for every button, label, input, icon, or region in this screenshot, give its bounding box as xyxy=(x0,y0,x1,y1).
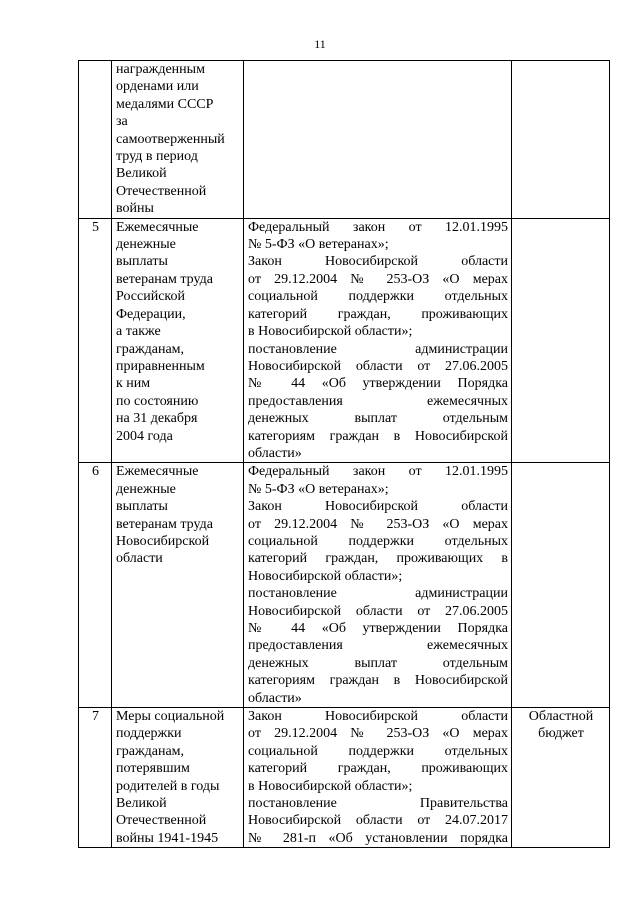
funding-source xyxy=(512,708,610,848)
legal-basis xyxy=(244,463,512,708)
table-row xyxy=(79,708,610,848)
legal-basis-line: категориям граждан в Новосибирской xyxy=(248,428,508,444)
benefit-name-line: Новосибирской xyxy=(116,533,210,549)
benefit-name-line: за xyxy=(116,114,128,130)
benefit-name-line: Ежемесячные xyxy=(116,219,199,235)
legal-basis-line: Закон Новосибирской области xyxy=(248,499,508,515)
table-row xyxy=(79,463,610,708)
legal-basis-line: № 281-п «Об установлении порядка xyxy=(248,830,508,846)
benefit-name-line: Великой xyxy=(116,166,167,182)
legal-basis-line: предоставления ежемесячных xyxy=(248,393,508,409)
benefit-name-line: выплаты xyxy=(116,254,168,270)
table-row xyxy=(79,61,610,219)
benefit-name-line: Отечественной xyxy=(116,813,207,829)
benefit-name-line: по состоянию xyxy=(116,393,199,409)
legal-basis-line: № 44 «Об утверждении Порядка xyxy=(248,621,508,636)
benefit-name-line: к ним xyxy=(116,376,151,392)
benefit-name-line: денежные xyxy=(116,481,176,497)
funding-source xyxy=(512,61,610,219)
legal-basis-line: постановление администрации xyxy=(248,586,508,602)
benefit-name-line: Великой xyxy=(116,796,167,812)
legal-basis-line: № 5-ФЗ «О ветеранах»; xyxy=(248,237,389,253)
legal-basis-line: категориям граждан в Новосибирской xyxy=(248,673,508,689)
table-row xyxy=(79,218,610,463)
legal-basis-line: Новосибирской области от 27.06.2005 xyxy=(248,603,508,619)
benefit-name-line: на 31 декабря xyxy=(116,411,198,427)
benefit-name-line: ветеранам труда xyxy=(116,271,213,287)
benefit-name-line: войны 1941-1945 xyxy=(116,830,219,846)
row-number: 6 xyxy=(79,463,112,708)
legal-basis-line: в Новосибирской области»; xyxy=(248,324,413,340)
benefit-name-line: самоотверженный xyxy=(116,131,225,147)
legal-basis-line: от 29.12.2004 № 253-ОЗ «О мерах xyxy=(248,516,508,532)
legal-basis-line: в Новосибирской области»; xyxy=(248,778,413,794)
legal-basis-line: денежных выплат отдельным xyxy=(248,411,508,427)
legal-basis-line: области» xyxy=(248,445,302,461)
benefits-table xyxy=(78,60,610,848)
benefit-name-line: орденами или xyxy=(116,79,199,95)
legal-basis-line: Закон Новосибирской области xyxy=(248,254,508,270)
legal-basis-line: от 29.12.2004 № 253-ОЗ «О мерах xyxy=(248,271,508,287)
legal-basis-line: социальной поддержки отдельных xyxy=(248,533,508,549)
legal-basis-line: Федеральный закон от 12.01.1995 xyxy=(248,219,508,235)
benefit-name-line: Ежемесячные xyxy=(116,464,199,480)
benefit-name-line: ветеранам труда xyxy=(116,516,213,532)
legal-basis xyxy=(244,708,512,848)
page-number: 11 xyxy=(314,37,326,51)
funding-source-line: Областной xyxy=(528,709,594,725)
benefit-name-line: медалями СССР xyxy=(116,96,214,112)
legal-basis-line: категорий граждан, проживающих в xyxy=(248,551,508,567)
benefit-name-line: труд в период xyxy=(116,149,198,165)
benefit-name-line: области xyxy=(116,551,163,567)
row-number: 5 xyxy=(79,218,112,463)
legal-basis-line: социальной поддержки отдельных xyxy=(248,289,508,305)
benefit-name xyxy=(112,463,244,708)
benefit-name-line: Отечественной xyxy=(116,183,207,199)
legal-basis-line: постановление администрации xyxy=(248,341,508,357)
benefit-name-line: Федерации, xyxy=(116,306,186,322)
funding-source-line: бюджет xyxy=(538,726,584,742)
benefit-name-line: гражданам, xyxy=(116,743,185,759)
legal-basis-line: предоставления ежемесячных xyxy=(248,638,508,654)
legal-basis-line: категорий граждан, проживающих xyxy=(248,761,508,777)
benefit-name-line: войны xyxy=(116,201,154,217)
benefit-name-line: 2004 года xyxy=(116,428,173,444)
benefit-name-line: а также xyxy=(116,324,161,340)
benefit-name-line: награжденным xyxy=(116,62,205,77)
legal-basis-line: Новосибирской области от 27.06.2005 xyxy=(248,358,508,374)
benefit-name xyxy=(112,708,244,848)
benefit-name xyxy=(112,61,244,219)
legal-basis-line: постановление Правительства xyxy=(248,796,508,812)
benefit-name-line: денежные xyxy=(116,237,176,253)
legal-basis-line: Федеральный закон от 12.01.1995 xyxy=(248,464,508,480)
benefit-name xyxy=(112,218,244,463)
legal-basis-line: Новосибирской области»; xyxy=(248,568,403,584)
benefit-name-line: родителей в годы xyxy=(116,778,220,794)
benefit-name-line: Российской xyxy=(116,289,185,305)
benefit-name-line: поддержки xyxy=(116,726,182,742)
legal-basis-line: социальной поддержки отдельных xyxy=(248,743,508,759)
funding-source xyxy=(512,218,610,463)
benefit-name-line: Меры социальной xyxy=(116,709,225,725)
legal-basis xyxy=(244,61,512,219)
legal-basis-line: Новосибирской области от 24.07.2017 xyxy=(248,813,508,829)
benefit-name-line: выплаты xyxy=(116,499,168,515)
benefit-name-line: гражданам, xyxy=(116,341,185,357)
benefit-name-line: приравненным xyxy=(116,358,205,374)
legal-basis-line: Закон Новосибирской области xyxy=(248,709,508,725)
legal-basis xyxy=(244,218,512,463)
benefit-name-line: потерявшим xyxy=(116,761,190,777)
legal-basis-line: № 44 «Об утверждении Порядка xyxy=(248,376,508,392)
legal-basis-line: денежных выплат отдельным xyxy=(248,655,508,671)
legal-basis-line: № 5-ФЗ «О ветеранах»; xyxy=(248,481,389,497)
funding-source xyxy=(512,463,610,708)
legal-basis-line: области» xyxy=(248,690,302,706)
row-number: 7 xyxy=(79,708,112,848)
row-number xyxy=(79,61,112,219)
legal-basis-line: от 29.12.2004 № 253-ОЗ «О мерах xyxy=(248,726,508,742)
legal-basis-line: категорий граждан, проживающих xyxy=(248,306,508,322)
